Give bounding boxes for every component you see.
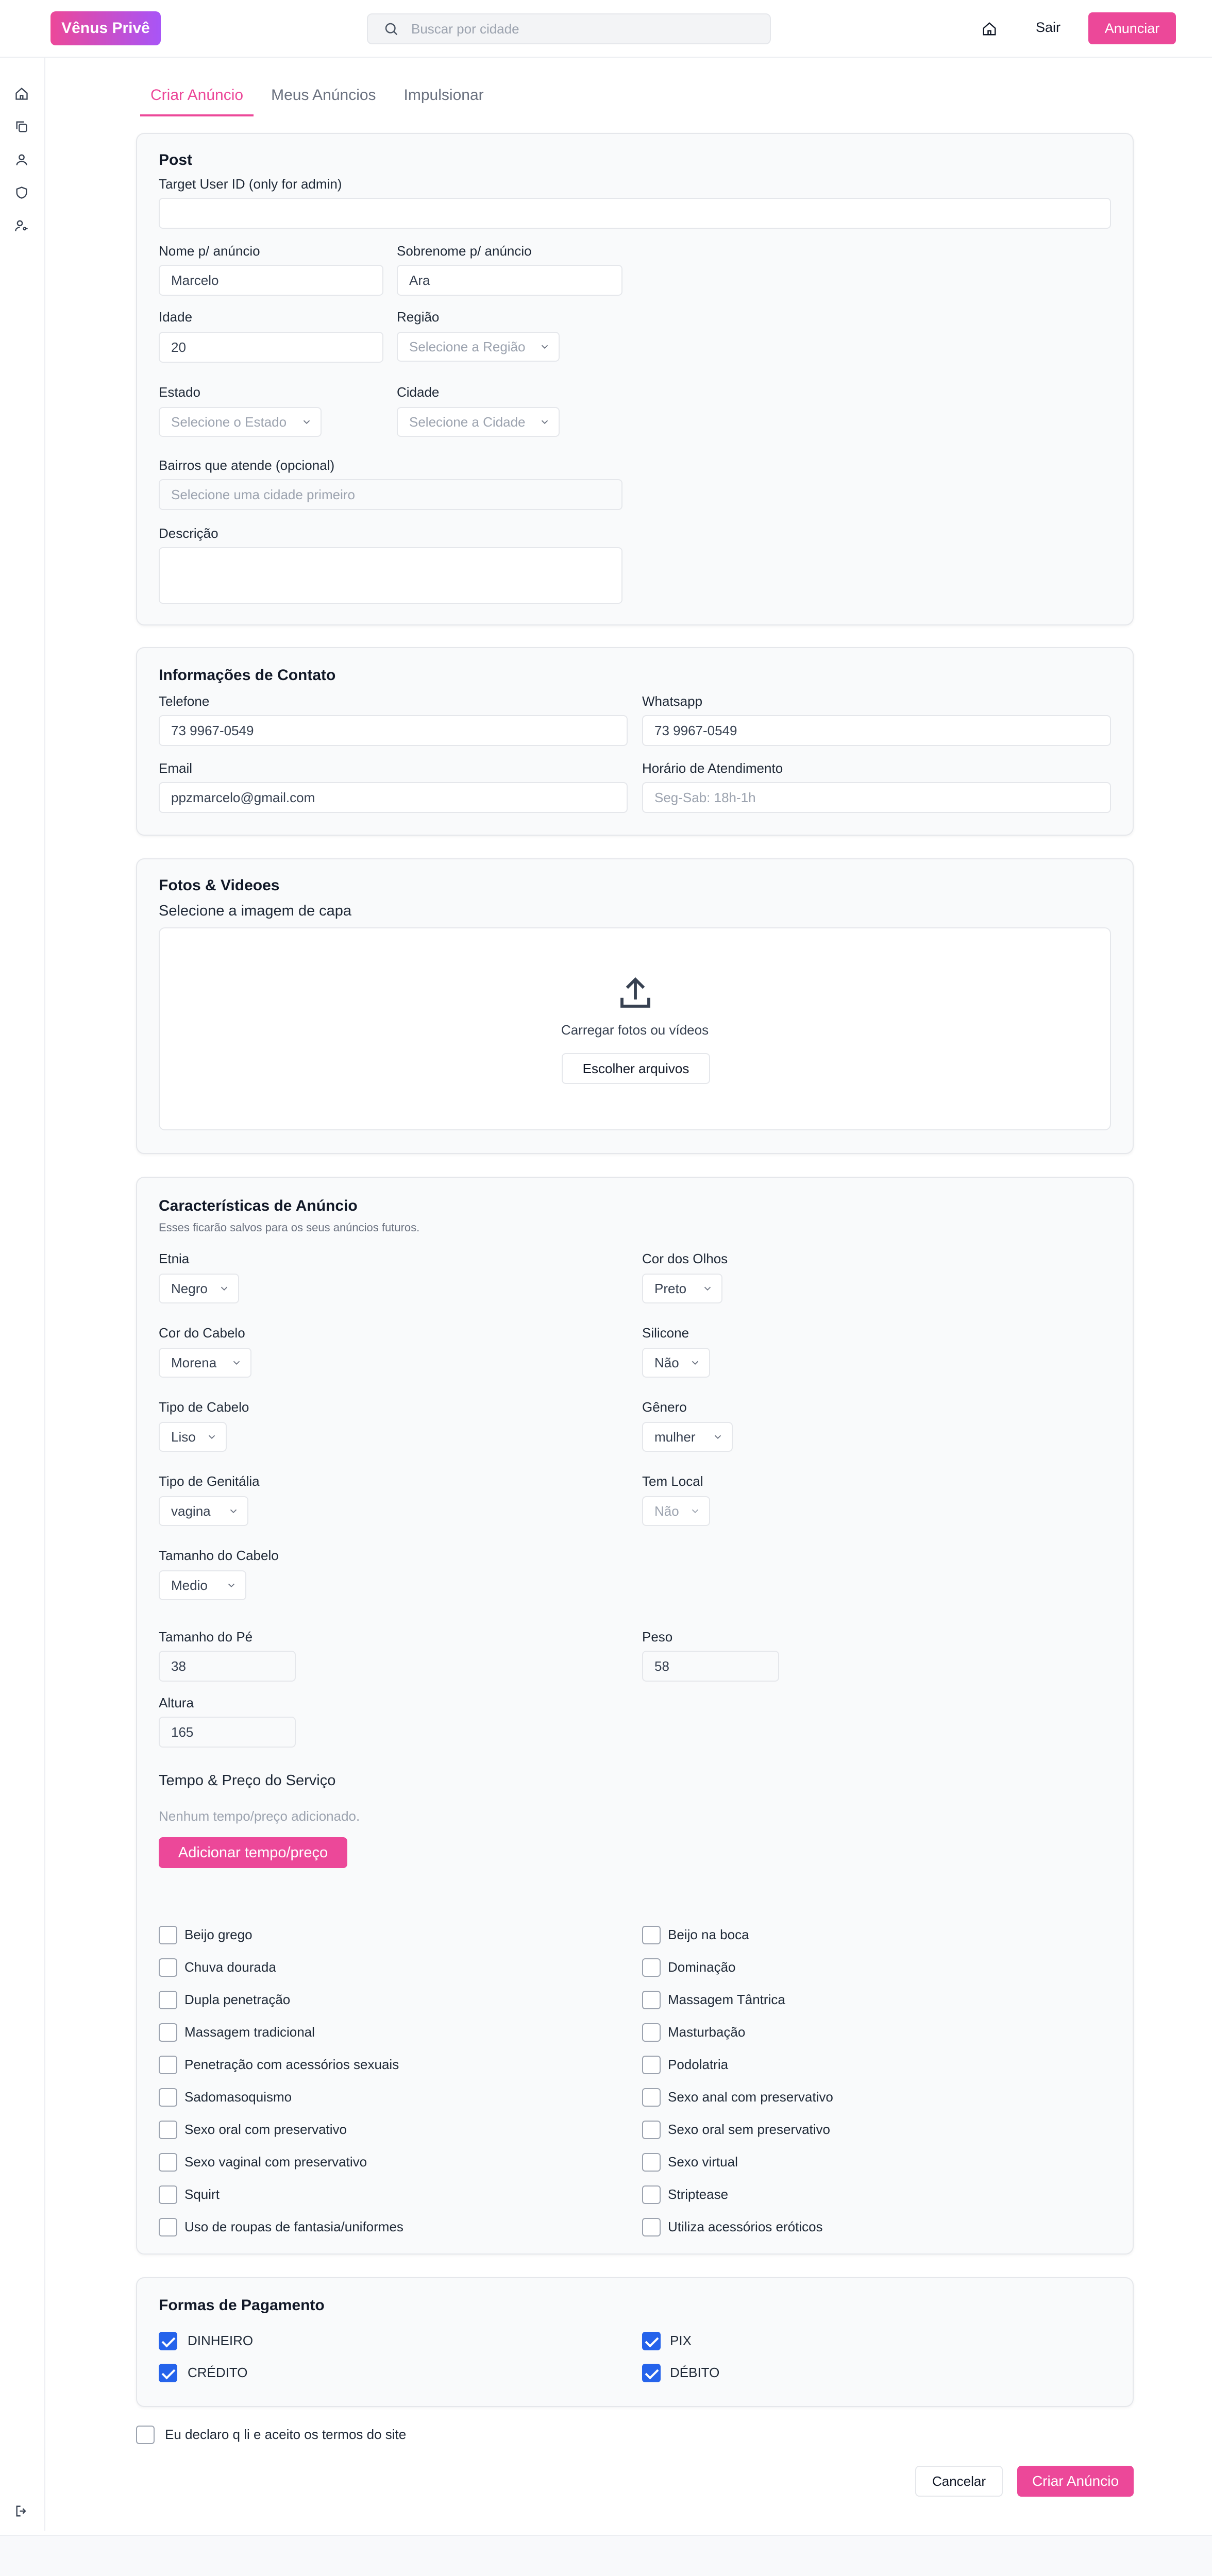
termos-label: Eu declaro q li e aceito os termos do site — [165, 2427, 407, 2442]
upload-icon — [615, 973, 655, 1013]
servico-label: Sexo oral sem preservativo — [668, 2122, 831, 2137]
servico-checkbox[interactable] — [159, 2056, 177, 2074]
shield-icon — [14, 185, 29, 200]
sobrenome-input[interactable]: Ara — [397, 265, 622, 296]
olhos-value: Preto — [654, 1280, 687, 1296]
sidebar-logout[interactable] — [12, 2502, 31, 2520]
home-icon — [982, 21, 997, 37]
cidade-label: Cidade — [397, 384, 440, 400]
horario-label: Horário de Atendimento — [642, 760, 783, 776]
servico-label: Sexo anal com preservativo — [668, 2089, 833, 2105]
estado-placeholder: Selecione o Estado — [171, 414, 287, 430]
caracteristicas-card — [136, 1177, 1134, 2255]
anunciar-button[interactable]: Anunciar — [1088, 12, 1176, 44]
logout-link[interactable]: Sair — [1036, 20, 1061, 35]
servico-label: Massagem Tântrica — [668, 1992, 785, 2007]
search-input[interactable] — [367, 13, 771, 44]
servico-label: Striptease — [668, 2187, 729, 2202]
add-tempo-button[interactable]: Adicionar tempo/preço — [159, 1837, 347, 1868]
servico-label: Beijo na boca — [668, 1927, 749, 1942]
estado-select[interactable] — [159, 407, 322, 437]
logout-icon — [14, 2504, 29, 2518]
debito-label: DÉBITO — [670, 2365, 720, 2380]
chevron-down-icon — [218, 1283, 230, 1294]
genitalia-value: vagina — [171, 1503, 211, 1519]
email-label: Email — [159, 760, 193, 776]
tipo-cabelo-select[interactable] — [159, 1422, 227, 1452]
servico-checkbox[interactable] — [159, 2153, 177, 2172]
servico-checkbox[interactable] — [642, 1991, 661, 2009]
logo[interactable]: Vênus Privê — [50, 11, 161, 45]
chevron-down-icon — [689, 1505, 701, 1517]
telefone-label: Telefone — [159, 693, 210, 709]
copy-icon — [14, 120, 29, 134]
chevron-down-icon — [226, 1580, 237, 1591]
servico-checkbox[interactable] — [159, 2023, 177, 2042]
footer — [0, 2535, 1212, 2576]
cidade-placeholder: Selecione a Cidade — [409, 414, 526, 430]
peso-input[interactable]: 58 — [642, 1651, 779, 1682]
pagamento-card — [136, 2277, 1134, 2407]
tempo-title: Tempo & Preço do Serviço — [159, 1772, 336, 1789]
pagamento-title: Formas de Pagamento — [159, 2297, 325, 2314]
termos-checkbox[interactable] — [136, 2426, 155, 2444]
tam-cabelo-value: Medio — [171, 1577, 208, 1593]
telefone-input[interactable]: 73 9967-0549 — [159, 715, 628, 746]
sidebar — [0, 58, 45, 2531]
servico-checkbox[interactable] — [159, 2088, 177, 2107]
regiao-select[interactable] — [397, 332, 560, 362]
local-value: Não — [654, 1503, 679, 1519]
local-label: Tem Local — [642, 1473, 703, 1489]
contato-title: Informações de Contato — [159, 667, 336, 684]
etnia-select[interactable] — [159, 1274, 239, 1303]
etnia-label: Etnia — [159, 1251, 190, 1266]
sidebar-home[interactable] — [12, 84, 31, 103]
olhos-label: Cor dos Olhos — [642, 1251, 728, 1266]
sidebar-user-key[interactable] — [12, 216, 31, 235]
servico-checkbox[interactable] — [159, 1958, 177, 1977]
servico-checkbox[interactable] — [642, 2056, 661, 2074]
etnia-value: Negro — [171, 1280, 208, 1296]
genero-label: Gênero — [642, 1399, 687, 1415]
chevron-down-icon — [206, 1431, 217, 1443]
tam-cabelo-select[interactable] — [159, 1570, 246, 1600]
nome-input[interactable]: Marcelo — [159, 265, 383, 296]
descricao-label: Descrição — [159, 526, 218, 541]
post-title: Post — [159, 151, 193, 168]
altura-input[interactable]: 165 — [159, 1717, 296, 1748]
chevron-down-icon — [702, 1283, 713, 1294]
debito-checkbox[interactable] — [642, 2364, 661, 2382]
servico-label: Beijo grego — [184, 1927, 252, 1942]
servico-label: Masturbação — [668, 2024, 746, 2040]
tipo-cabelo-value: Liso — [171, 1429, 196, 1445]
servico-label: Sexo virtual — [668, 2154, 738, 2170]
servico-checkbox[interactable] — [159, 1926, 177, 1944]
estado-label: Estado — [159, 384, 200, 400]
sidebar-copy[interactable] — [12, 117, 31, 136]
servico-checkbox[interactable] — [642, 2153, 661, 2172]
genero-value: mulher — [654, 1429, 696, 1445]
silicone-label: Silicone — [642, 1325, 689, 1341]
fotos-subtitle: Selecione a imagem de capa — [159, 903, 352, 919]
tabs — [140, 81, 501, 116]
servico-checkbox[interactable] — [642, 2218, 661, 2236]
caracteristicas-title: Características de Anúncio — [159, 1197, 358, 1214]
peso-label: Peso — [642, 1629, 673, 1645]
idade-input[interactable]: 20 — [159, 332, 383, 363]
bairros-label: Bairros que atende (opcional) — [159, 457, 335, 473]
criar-anuncio-button[interactable]: Criar Anúncio — [1017, 2466, 1134, 2497]
chevron-down-icon — [228, 1505, 239, 1517]
sobrenome-label: Sobrenome p/ anúncio — [397, 243, 532, 259]
target-user-input[interactable] — [159, 198, 1111, 229]
servico-checkbox[interactable] — [159, 2218, 177, 2236]
target-label: Target User ID (only for admin) — [159, 176, 342, 192]
regiao-placeholder: Selecione a Região — [409, 338, 526, 354]
fotos-title: Fotos & Videoes — [159, 877, 280, 894]
post-card — [136, 133, 1134, 625]
tab-meus-anuncios[interactable]: Meus Anúncios — [271, 87, 376, 104]
home-icon — [14, 87, 29, 101]
whatsapp-label: Whatsapp — [642, 693, 703, 709]
servico-label: Squirt — [184, 2187, 220, 2202]
servico-label: Sexo vaginal com preservativo — [184, 2154, 367, 2170]
servico-checkbox[interactable] — [159, 2185, 177, 2204]
chevron-down-icon — [539, 416, 550, 428]
olhos-select[interactable] — [642, 1274, 722, 1303]
servico-checkbox[interactable] — [642, 2121, 661, 2139]
chevron-down-icon — [539, 341, 550, 352]
servico-checkbox[interactable] — [642, 2088, 661, 2107]
cabelo-label: Cor do Cabelo — [159, 1325, 245, 1341]
dinheiro-label: DINHEIRO — [188, 2333, 254, 2348]
descricao-textarea[interactable] — [159, 547, 622, 604]
contato-card — [136, 647, 1134, 836]
credito-checkbox[interactable] — [159, 2364, 177, 2382]
tipo-cabelo-label: Tipo de Cabelo — [159, 1399, 249, 1415]
sidebar-user[interactable] — [12, 150, 31, 169]
servico-label: Sexo oral com preservativo — [184, 2122, 347, 2137]
upload-text: Carregar fotos ou vídeos — [561, 1022, 709, 1038]
fotos-card — [136, 858, 1134, 1154]
genitalia-select[interactable] — [159, 1496, 248, 1526]
servico-checkbox[interactable] — [642, 2185, 661, 2204]
cancel-button[interactable]: Cancelar — [915, 2466, 1003, 2497]
caracteristicas-subtitle: Esses ficarão salvos para os seus anúncios futuros. — [159, 1221, 420, 1234]
search-icon — [383, 21, 399, 37]
servico-label: Penetração com acessórios sexuais — [184, 2057, 399, 2072]
search-placeholder: Buscar por cidade — [411, 21, 519, 37]
silicone-select[interactable] — [642, 1348, 710, 1378]
user-icon — [14, 152, 29, 167]
genitalia-label: Tipo de Genitália — [159, 1473, 260, 1489]
tab-criar-anuncio[interactable]: Criar Anúncio — [140, 81, 254, 116]
tempo-empty: Nenhum tempo/preço adicionado. — [159, 1808, 360, 1824]
sidebar-shield[interactable] — [12, 183, 31, 202]
chevron-down-icon — [712, 1431, 723, 1443]
servico-label: Utiliza acessórios eróticos — [668, 2219, 823, 2234]
pe-label: Tamanho do Pé — [159, 1629, 253, 1645]
dinheiro-checkbox[interactable] — [159, 2332, 177, 2350]
home-button[interactable] — [979, 19, 1000, 39]
genero-select[interactable] — [642, 1422, 733, 1452]
choose-files-button[interactable]: Escolher arquivos — [562, 1053, 710, 1084]
idade-label: Idade — [159, 309, 193, 325]
email-input[interactable]: ppzmarcelo@gmail.com — [159, 782, 628, 813]
upload-dropzone[interactable] — [159, 927, 1111, 1130]
tam-cabelo-label: Tamanho do Cabelo — [159, 1548, 279, 1563]
regiao-label: Região — [397, 309, 440, 325]
pix-label: PIX — [670, 2333, 692, 2348]
pe-input[interactable]: 38 — [159, 1651, 296, 1682]
cabelo-select[interactable] — [159, 1348, 251, 1378]
servico-label: Dominação — [668, 1959, 736, 1975]
cidade-select[interactable] — [397, 407, 560, 437]
servico-checkbox[interactable] — [642, 1958, 661, 1977]
nome-label: Nome p/ anúncio — [159, 243, 260, 259]
servico-checkbox[interactable] — [159, 2121, 177, 2139]
cabelo-value: Morena — [171, 1354, 217, 1370]
servico-label: Uso de roupas de fantasia/uniformes — [184, 2219, 403, 2234]
user-key-icon — [14, 218, 29, 233]
chevron-down-icon — [689, 1357, 701, 1368]
top-bar — [0, 0, 1212, 58]
servico-label: Chuva dourada — [184, 1959, 276, 1975]
bairros-input[interactable]: Selecione uma cidade primeiro — [159, 479, 622, 510]
credito-label: CRÉDITO — [188, 2365, 248, 2380]
servico-checkbox[interactable] — [642, 1926, 661, 1944]
altura-label: Altura — [159, 1695, 194, 1710]
servico-label: Massagem tradicional — [184, 2024, 315, 2040]
whatsapp-input[interactable]: 73 9967-0549 — [642, 715, 1111, 746]
servico-label: Dupla penetração — [184, 1992, 291, 2007]
tab-impulsionar[interactable]: Impulsionar — [403, 87, 484, 104]
horario-input[interactable]: Seg-Sab: 18h-1h — [642, 782, 1111, 813]
chevron-down-icon — [301, 416, 312, 428]
pix-checkbox[interactable] — [642, 2332, 661, 2350]
chevron-down-icon — [231, 1357, 242, 1368]
servico-label: Sadomasoquismo — [184, 2089, 292, 2105]
servico-checkbox[interactable] — [642, 2023, 661, 2042]
local-select[interactable] — [642, 1496, 710, 1526]
silicone-value: Não — [654, 1354, 679, 1370]
servico-checkbox[interactable] — [159, 1991, 177, 2009]
servico-label: Podolatria — [668, 2057, 729, 2072]
